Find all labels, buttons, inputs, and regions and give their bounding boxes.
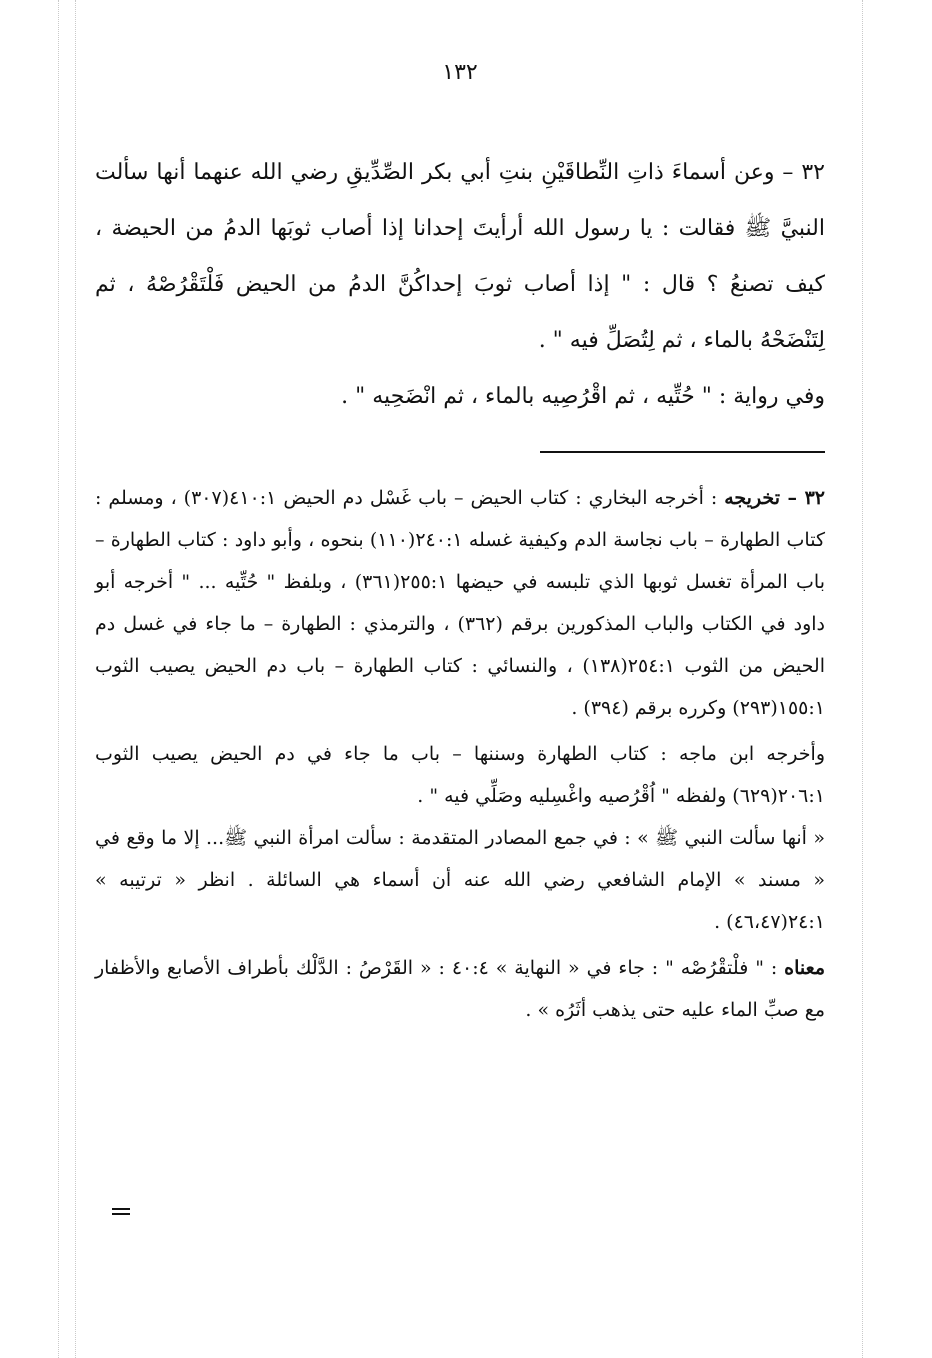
takhrij-text: : أخرجه البخاري : كتاب الحيض – باب غَسْل دم الحيض ٤١٠:١(٣٠٧) ، ومسلم : كتاب الطهارة – باب نجاسة الدم وكيفية غسله ٢٤٠:١(١١٠) بنحوه ، وأبو داود : كتاب الطهارة – باب المرأة تغسل ثوبها الذي تلبسه في حيضها ٢٥٥:١(٣٦١) ، وبلفظ " حُتِّيه ... " أخرجه أبو داود في الكتاب والباب المذكورين برقم (٣٦٢) ، والترمذي : الطهارة – ما جاء في غسل دم الحيض من الثوب ٢٥٤:١(١٣٨) ، والنسائي : كتاب الطهارة – باب دم الحيض يصيب الثوب ١٥٥:١(٢٩٣) وكرره برقم (٣٩٤) . <box>95 487 826 719</box>
ibn-majah-paragraph: وأخرجه ابن ماجه : كتاب الطهارة وسننها – باب ما جاء في دم الحيض يصيب الثوب ٢٠٦:١(٦٢٩) ولفظه " اُقْرُصيه واغْسِليه وصَلِّي فيه " . <box>95 743 825 807</box>
scan-dotted-line-right <box>862 0 863 1358</box>
page-number: ١٣٢ <box>442 60 478 85</box>
meaning-paragraph <box>95 947 825 1031</box>
meaning-text: : " فلْتقْرُصْه " : جاء في « النهاية » ٤٠:٤ : « القَرْصُ : الدَّلْك بأطراف الأصابع والأظفار مع صبِّ الماء عليه حتى يذهب أثَرُه » . <box>95 957 825 1021</box>
takhrij-lead: ٣٢ – تخريجه <box>724 487 825 509</box>
hadith-text <box>95 145 825 425</box>
meaning-lead: معناه <box>784 957 825 979</box>
footnote-divider <box>540 451 825 453</box>
hadith-paragraph: ٣٢ – وعن أسماءَ ذاتِ النِّطاقَيْنِ بنتِ أبي بكر الصِّدِّيقِ رضي الله عنهما أنها سألت النبيَّ ﷺ فقالت : يا رسول الله أرأيتَ إحدانا إذا أصاب ثوبَها الدمُ من الحيضة ، كيف تصنعُ ؟ قال : " إذا أصاب ثوبَ إحداكُنَّ الدمُ من الحيض فَلْتَقْرُصْهُ ، ثم لِتَنْضَحْهُ بالماء ، ثم لِتُصَلِّ فيه " . <box>95 160 825 353</box>
end-mark <box>112 1208 130 1215</box>
hadith-variant-paragraph: وفي رواية : " حُتِّيه ، ثم اقْرُصِيه بالماء ، ثم انْضَحِيه " . <box>341 384 825 409</box>
takhrij-paragraph <box>95 477 825 729</box>
scan-dotted-line-left-inner <box>75 0 76 1358</box>
footnotes <box>95 477 825 1031</box>
document-page <box>95 60 825 1031</box>
scan-dotted-line-left <box>58 0 59 1358</box>
asma-note-paragraph: « أنها سألت النبي ﷺ » : في جمع المصادر المتقدمة : سألت امرأة النبي ﷺ... إلا ما وقع في « مسند » الإمام الشافعي رضي الله عنه أن أسماء هي السائلة . انظر « ترتيبه » ٢٤:١(٤٦،٤٧) . <box>95 827 825 933</box>
